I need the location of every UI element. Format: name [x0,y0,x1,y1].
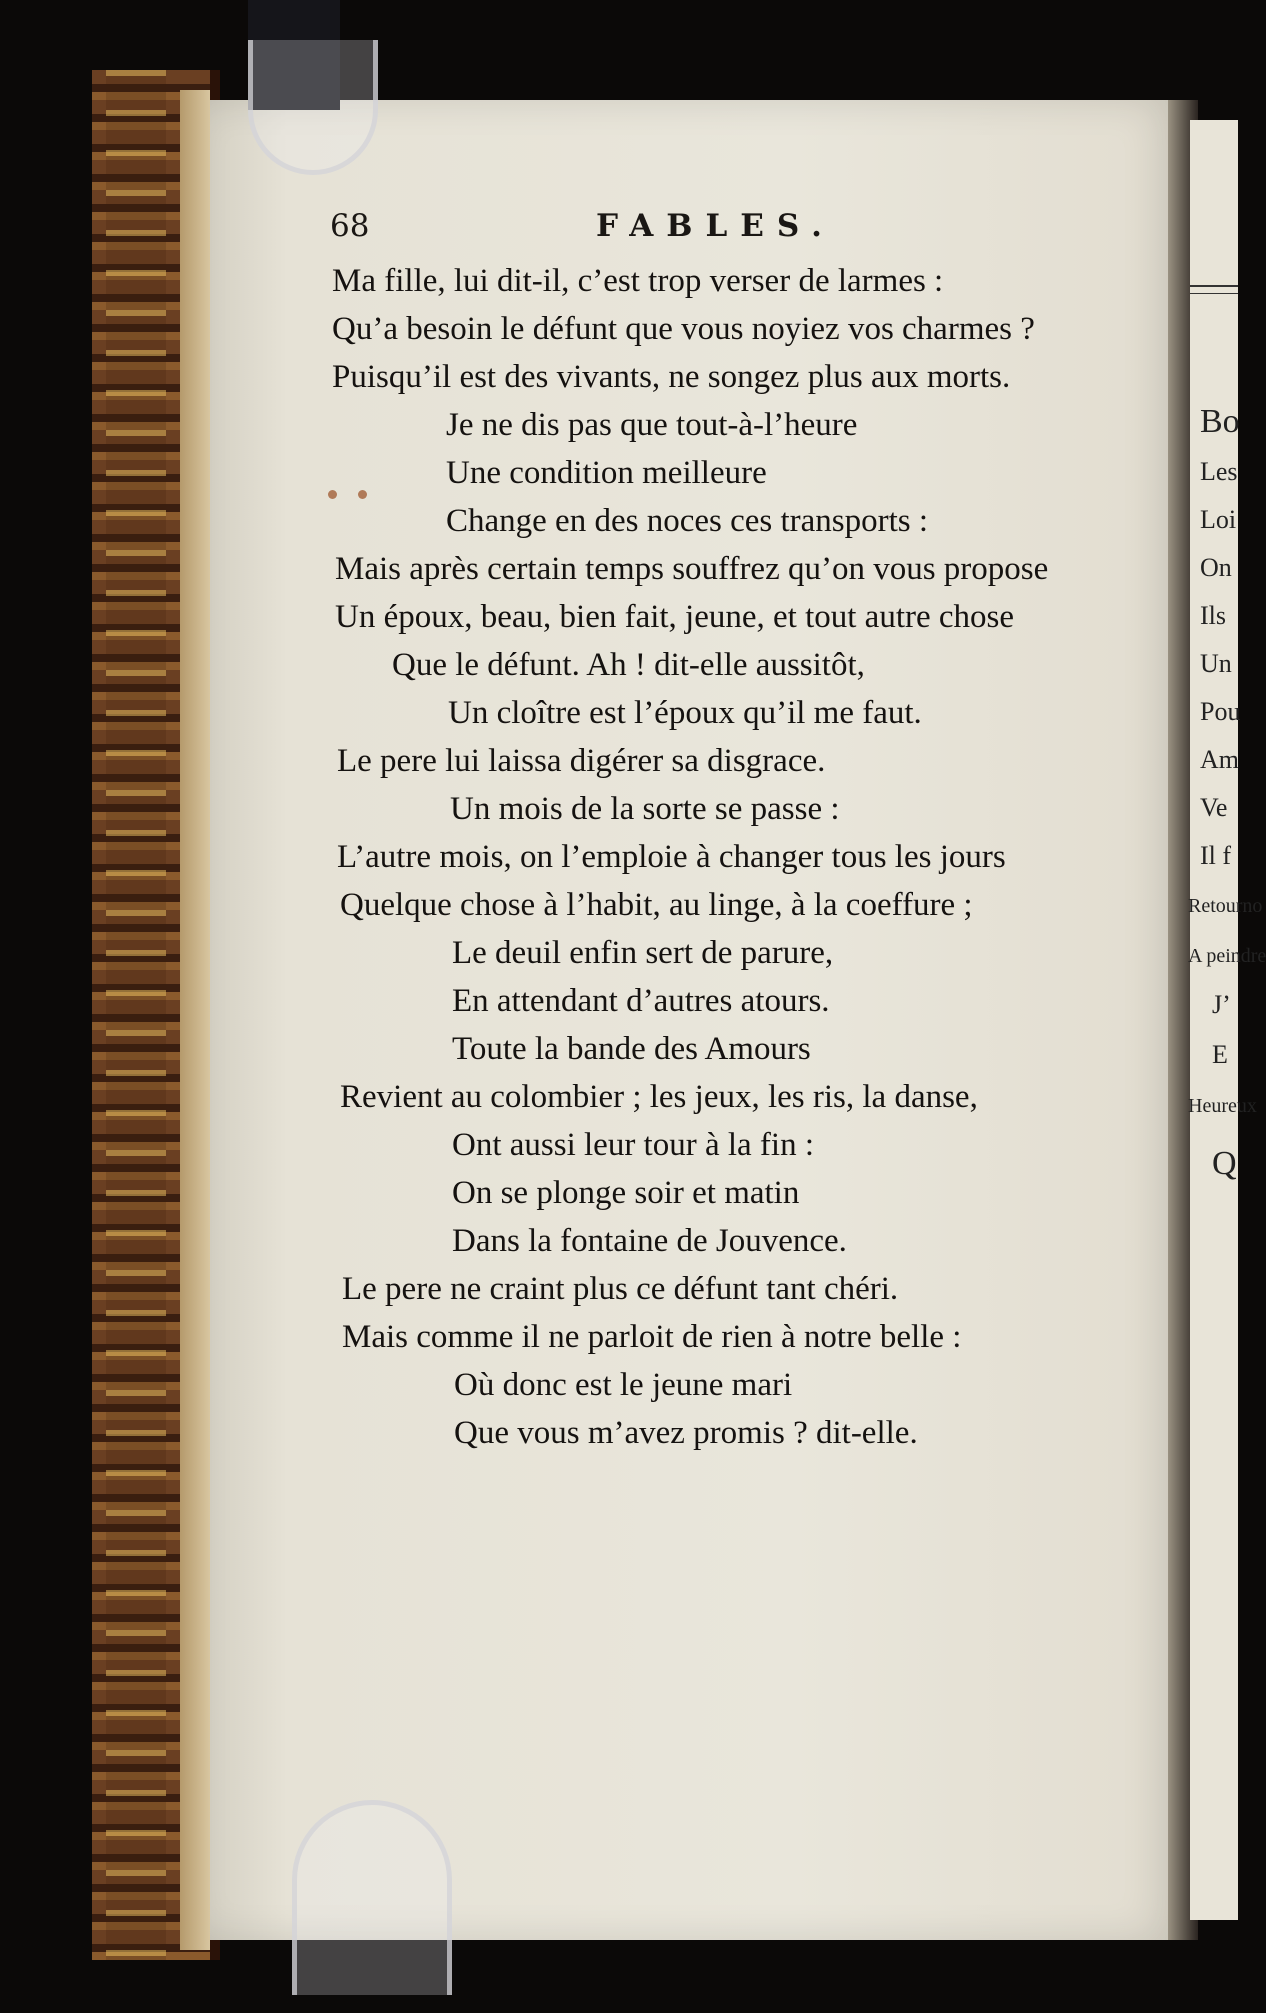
facing-page-fragment: Q [1212,1145,1237,1182]
verse-line: Change en des noces ces transports : [446,503,929,539]
facing-page-fragment: Pou [1200,697,1241,726]
verse-line: L’autre mois, on l’emploie à changer tous les jours [337,839,1006,875]
verse-line: Puisqu’il est des vivants, ne songez plus aux morts. [332,359,1011,395]
verse-line: Mais après certain temps souffrez qu’on vous propose [335,551,1049,587]
verse-line: Que vous m’avez promis ? dit-elle. [454,1415,918,1451]
running-title: FABLES. [596,208,835,244]
facing-page-fragment: J’ [1212,990,1231,1019]
verse-line: En attendant d’autres atours. [452,983,830,1019]
verse-line: Un cloître est l’époux qu’il me faut. [448,695,922,731]
verse-line: Un mois de la sorte se passe : [450,791,840,827]
verse-line: Je ne dis pas que tout-à-l’heure [446,407,858,443]
facing-page-fragment: E [1212,1040,1228,1069]
facing-page-fragment: Retourno [1188,895,1263,917]
page-number: 68 [330,208,370,244]
facing-page-fragment: On [1200,553,1232,582]
verse-line: Toute la bande des Amours [452,1031,811,1067]
facing-page-fragment: Ve [1200,793,1228,822]
verse-line: Que le défunt. Ah ! dit-elle aussitôt, [392,647,865,683]
facing-page-fragment: Un [1200,649,1232,678]
facing-page-fragment: Heureux [1188,1095,1257,1117]
facing-page-fragment: Loi [1200,505,1237,534]
facing-page-fragment: Bo [1200,403,1240,440]
facing-page-fragment: Les [1200,457,1238,486]
facing-page-fragment: A peindre [1188,945,1266,967]
verse-line: Le pere ne craint plus ce défunt tant chéri. [342,1271,899,1307]
verse-line: Dans la fontaine de Jouvence. [452,1223,847,1259]
verse-line: Un époux, beau, bien fait, jeune, et tout autre chose [335,599,1015,635]
verse-line: On se plonge soir et matin [452,1175,800,1211]
facing-page-fragment: Am [1200,745,1239,774]
verse-line: Revient au colombier ; les jeux, les ris, la danse, [340,1079,978,1115]
verse-line: Où donc est le jeune mari [454,1367,793,1403]
facing-page-fragment: Ils [1200,601,1226,630]
verse-line: Ont aussi leur tour à la fin : [452,1127,815,1163]
verse-line: Mais comme il ne parloit de rien à notre belle : [342,1319,962,1355]
verse-line: Ma fille, lui dit-il, c’est trop verser de larmes : [332,263,944,299]
verse-line: Quelque chose à l’habit, au linge, à la coeffure ; [340,887,973,923]
verse-line: Une condition meilleure [446,455,767,491]
verse-line: Le pere lui laissa digérer sa disgrace. [337,743,826,779]
facing-page-fragment: Il f [1200,841,1232,870]
verse-line: Qu’a besoin le défunt que vous noyiez vos charmes ? [332,311,1035,347]
verse-line: Le deuil enfin sert de parure, [452,935,834,971]
